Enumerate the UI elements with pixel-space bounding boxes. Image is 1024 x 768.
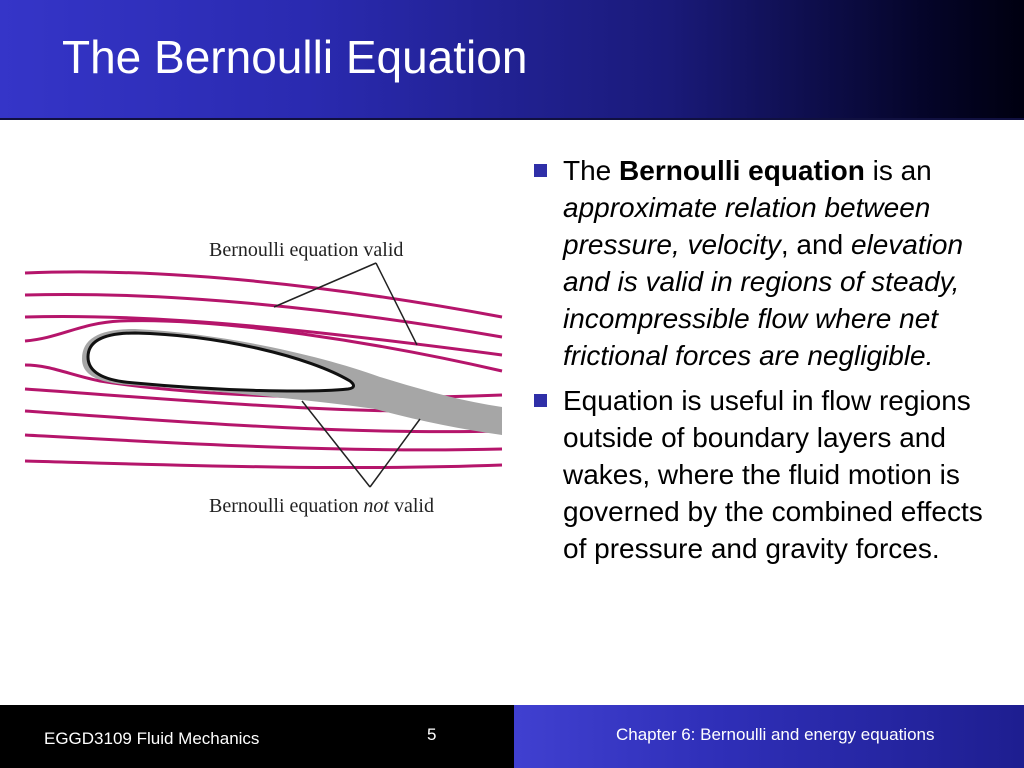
bullet-item <box>532 382 1002 567</box>
bullet-text: , and <box>780 229 851 260</box>
streamline <box>25 461 502 468</box>
bullet-text: Equation is useful in flow regions outside of boundary layers and wakes, where the fluid motion is governed by the combined effects of pressure and gravity forces. <box>563 385 983 564</box>
bullet-text: The <box>563 155 620 186</box>
footer-course: EGGD3109 Fluid Mechanics <box>44 729 260 748</box>
footer-page-number: 5 <box>427 725 437 744</box>
label-not-valid-prefix: Bernoulli equation <box>209 495 364 517</box>
label-bernoulli-not-valid <box>209 495 434 518</box>
label-bernoulli-valid: Bernoulli equation valid <box>209 239 404 261</box>
title-rule <box>0 118 1024 120</box>
airfoil-diagram <box>20 225 510 525</box>
footer-chapter: Chapter 6: Bernoulli and energy equations <box>616 725 935 744</box>
bullet-square-icon <box>534 394 547 407</box>
bullet-italic-text: approximate relation between pressure, velocity <box>563 192 931 260</box>
footer-bar <box>0 705 1024 768</box>
airfoil-figure <box>20 225 510 525</box>
bullet-text: is an <box>864 155 932 186</box>
bullet-square-icon <box>534 164 547 177</box>
title-bar <box>0 0 1024 120</box>
label-not-valid-em: not <box>363 495 389 517</box>
bullet-italic-text: elevation and is valid in regions of steady, incompressible flow where net frictional forces are negligible. <box>563 229 964 371</box>
bullet-bold-term: Bernoulli equation <box>619 155 865 186</box>
bullet-item <box>532 152 1002 374</box>
streamline <box>25 435 502 450</box>
label-not-valid-suffix: valid <box>388 495 434 517</box>
bullet-list <box>532 152 1002 575</box>
slide-title: The Bernoulli Equation <box>62 31 528 83</box>
